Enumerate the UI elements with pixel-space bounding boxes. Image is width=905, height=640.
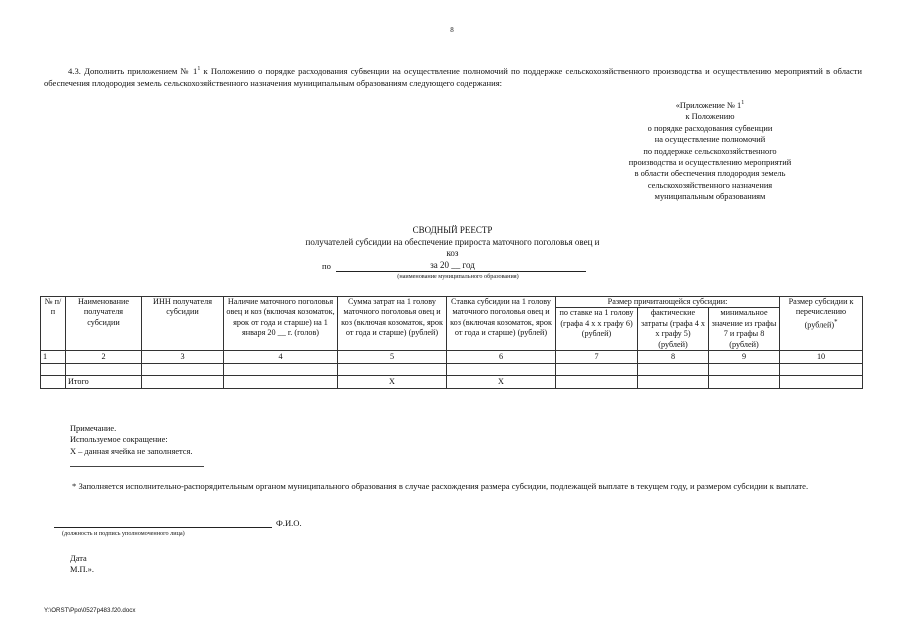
table-cell[interactable] [142, 364, 224, 376]
table-cell [41, 376, 66, 389]
header-transfer [780, 297, 863, 351]
municipality-blank [336, 271, 586, 272]
table-cell[interactable] [638, 376, 709, 389]
intro-text-start: 4.3. Дополнить приложением № 1 [68, 66, 198, 76]
signature-fio: Ф.И.О. [276, 518, 302, 528]
table-cell[interactable] [638, 364, 709, 376]
municipality-line [322, 261, 586, 271]
column-number: 9 [709, 351, 780, 364]
column-number: 7 [556, 351, 638, 364]
table-cell[interactable] [224, 376, 338, 389]
page-number: 8 [450, 26, 454, 34]
header-due-group: Размер причитающейся субсидии: [556, 297, 780, 308]
appendix-line: муниципальным образованиям [654, 192, 766, 202]
document-year: за 20 __ год [430, 259, 475, 270]
column-number-row [41, 351, 863, 364]
file-path: Y:\ORST\Ppo\0527p483.f20.docx [44, 607, 136, 614]
appendix-line: производства и осуществлению мероприятий [628, 158, 792, 168]
header-due-actual: фактические затраты (графа 4 х х графу 5) (рублей) [638, 308, 709, 351]
column-number: 10 [780, 351, 863, 364]
appendix-line: о порядке расходования субвенции [647, 123, 773, 133]
table-cell[interactable] [780, 364, 863, 376]
header-recipient-name: Наименование получателя субсидии [66, 297, 142, 351]
column-number: 5 [338, 351, 447, 364]
intro-superscript: 1 [197, 66, 201, 72]
column-number: 2 [66, 351, 142, 364]
appendix-line: по поддержке сельскохозяйственного [643, 146, 777, 156]
column-number: 6 [447, 351, 556, 364]
footnote-separator [70, 466, 204, 467]
table-cell[interactable] [41, 364, 66, 376]
intro-paragraph [44, 66, 862, 89]
notes-abbr: Х – данная ячейка не заполняется. [70, 446, 193, 456]
header-rate: Ставка субсидии на 1 голову маточного поголовья овец и коз (включая козоматок, ярок от года и старше) (рублей) [447, 297, 556, 351]
header-stock: Наличие маточного поголовья овец и коз (включая козоматок, ярок от года и старше) на 1 января 20 __ г. (голов) [224, 297, 338, 351]
registry-table [40, 296, 863, 389]
table-header-row [41, 297, 863, 308]
table-cell[interactable] [709, 376, 780, 389]
appendix-line: сельскохозяйственного назначения [647, 180, 773, 190]
signature-caption: (должность и подпись уполномоченного лица) [62, 530, 185, 537]
municipality-caption: (наименование муниципального образования) [397, 273, 519, 280]
appendix-title: «Приложение № 1 [675, 101, 742, 110]
document-subtitle: получателей субсидии на обеспечение прироста маточного поголовья овец и коз [305, 236, 600, 259]
header-due-min: минимальное значение из графы 7 и графы 8 (рублей) [709, 308, 780, 351]
total-costs-cell: Х [338, 376, 447, 389]
column-number: 3 [142, 351, 224, 364]
table-row [41, 364, 863, 376]
table-cell[interactable] [224, 364, 338, 376]
table-cell[interactable] [709, 364, 780, 376]
total-row [41, 376, 863, 389]
document-title: СВОДНЫЙ РЕЕСТР [412, 225, 493, 235]
header-transfer-asterisk: * [834, 318, 838, 326]
appendix-header [600, 100, 820, 203]
appendix-line-title [600, 100, 820, 111]
table-cell[interactable] [447, 364, 556, 376]
column-number: 8 [638, 351, 709, 364]
intro-text-end: к Положению о порядке расходования субвенции на осуществление полномочий по поддержке сельскохозяйственного производства и осуществлению мероприятий в области обеспечения плодородия земель сельскохозяйственного назначения муниципальным образованиям следующего содержания: [44, 66, 862, 88]
appendix-line: к Положению [685, 112, 735, 122]
table-cell [142, 376, 224, 389]
column-number: 1 [41, 351, 66, 364]
appendix-line: на осуществление полномочий [654, 135, 766, 145]
notes-block [70, 423, 192, 457]
table-cell[interactable] [556, 364, 638, 376]
table-cell[interactable] [780, 376, 863, 389]
appendix-superscript: 1 [741, 100, 745, 106]
header-due-rate: по ставке на 1 голову (графа 4 х х графу 6) (рублей) [556, 308, 638, 351]
column-number: 4 [224, 351, 338, 364]
signature-line [54, 527, 272, 528]
date-label: Дата [70, 554, 87, 563]
table-cell[interactable] [556, 376, 638, 389]
header-transfer-label: Размер субсидии к перечислению (рублей) [788, 297, 854, 330]
municipality-prefix: по [322, 261, 331, 271]
notes-title: Примечание. [70, 424, 117, 433]
seal-label: М.П.». [70, 565, 94, 575]
header-costs: Сумма затрат на 1 голову маточного поголовья овец и коз (включая козоматок, ярок от года и старше) (рублей) [338, 297, 447, 351]
footnote-text: * Заполняется исполнительно-распорядительным органом муниципального образования в случае расхождения размера субсидии, подлежащей выплате в текущем году, и размером субсидии к выплате. [72, 481, 809, 491]
notes-abbr-title: Используемое сокращение: [70, 435, 168, 445]
header-inn: ИНН получателя субсидии [142, 297, 224, 351]
table-cell[interactable] [66, 364, 142, 376]
header-num: № п/п [41, 297, 66, 351]
table-cell[interactable] [338, 364, 447, 376]
total-label: Итого [66, 376, 142, 389]
total-rate-cell: Х [447, 376, 556, 389]
appendix-line: в области обеспечения плодородия земель [634, 169, 786, 179]
date-seal-block [70, 553, 94, 576]
